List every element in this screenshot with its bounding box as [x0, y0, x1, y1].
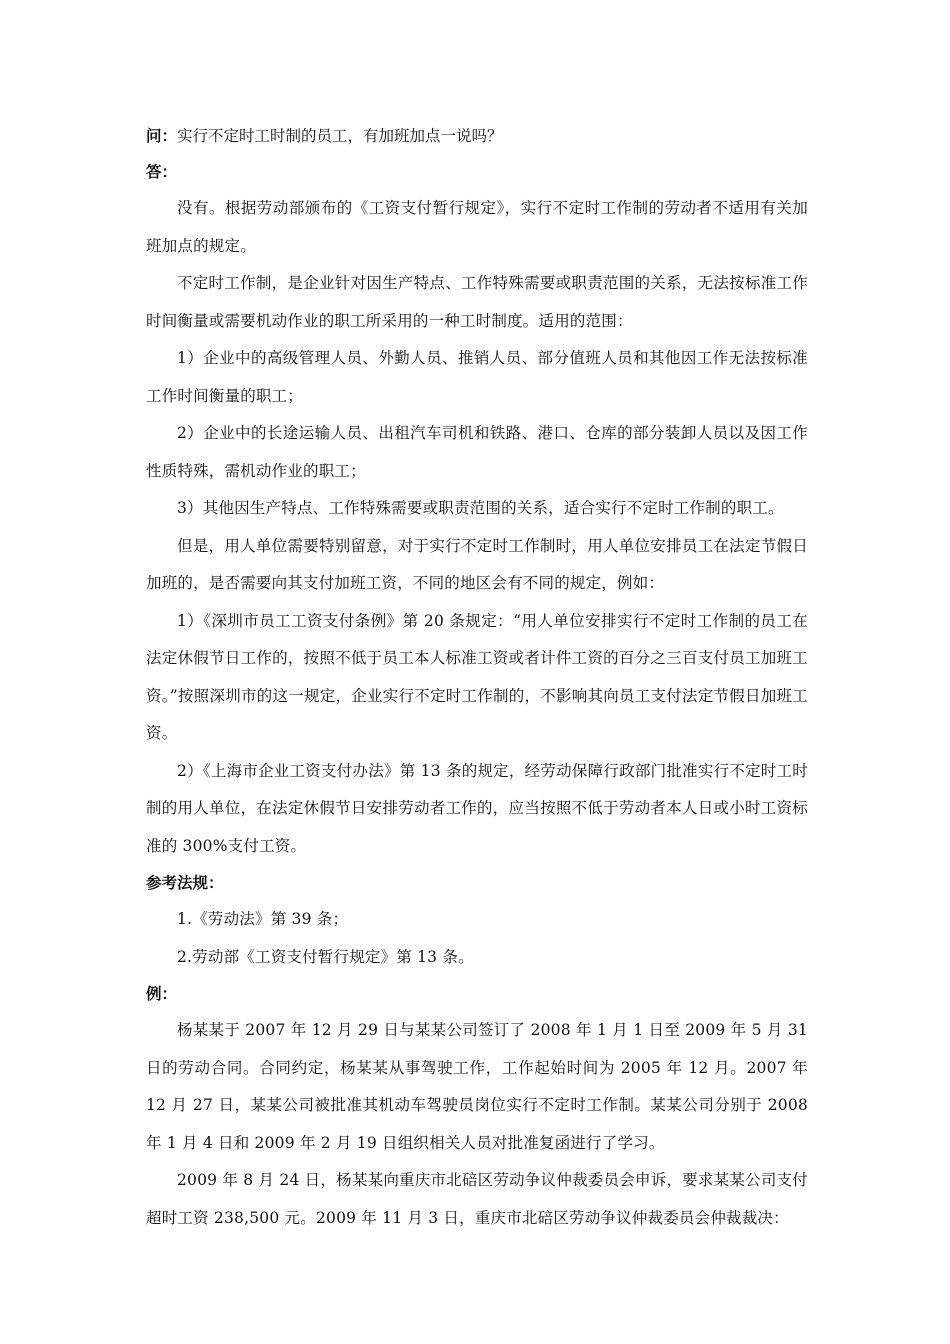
answer-paragraph: 3）其他因生产特点、工作特殊需要或职责范围的关系，适合实行不定时工作制的职工。 [177, 499, 784, 517]
question-line [146, 118, 808, 154]
document-body [146, 118, 808, 1237]
answer-paragraph: 不定时工作制，是企业针对因生产特点、工作特殊需要或职责范围的关系，无法按标准工作时间衡量或需要机动作业的职工所采用的一种工时制度。适用的范围： [146, 274, 808, 330]
example-heading: 例： [146, 984, 178, 1003]
example-paragraph: 2009 年 8 月 24 日，杨某某向重庆市北碚区劳动争议仲裁委员会申诉，要求某某公司支付超时工资 238,500 元。2009 年 11 月 3 日，重庆市北碚区劳动争议仲裁委员会仲裁裁决： [146, 1171, 808, 1227]
answer-paragraph: 1）《深圳市员工工资支付条例》第 20 条规定：“用人单位安排实行不定时工作制的员工在法定休假节日工作的，按照不低于员工本人标准工资或者计件工资的百分之三百支付员工加班工资。”按照深圳市的这一规定，企业实行不定时工作制的，不影响其向员工支付法定节假日加班工资。 [146, 611, 808, 742]
question-text: 实行不定时工时制的员工，有加班加点一说吗？ [177, 127, 503, 145]
answer-paragraph: 1）企业中的高级管理人员、外勤人员、推销人员、部分值班人员和其他因工作无法按标准工作时间衡量的职工； [146, 349, 808, 405]
answer-paragraph: 但是，用人单位需要特别留意，对于实行不定时工作制时，用人单位安排员工在法定节假日加班的，是否需要向其支付加班工资，不同的地区会有不同的规定，例如： [146, 536, 808, 592]
answer-paragraph: 2）企业中的长途运输人员、出租汽车司机和铁路、港口、仓库的部分装卸人员以及因工作性质特殊，需机动作业的职工； [146, 424, 808, 480]
answer-paragraph: 没有。根据劳动部颁布的《工资支付暂行规定》，实行不定时工作制的劳动者不适用有关加班加点的规定。 [146, 199, 808, 255]
answer-heading: 答： [146, 162, 178, 181]
answer-paragraph: 2）《上海市企业工资支付办法》第 13 条的规定，经劳动保障行政部门批准实行不定时工时制的用人单位，在法定休假节日安排劳动者工作的，应当按照不低于劳动者本人日或小时工资标准的 300%支付工资。 [146, 761, 808, 855]
example-paragraph: 杨某某于 2007 年 12 月 29 日与某某公司签订了 2008 年 1 月 1 日至 2009 年 5 月 31 日的劳动合同。合同约定，杨某某从事驾驶工作，工作起始时间为 2005 年 12 月。2007 年 12 月 27 日，某某公司被批准其机动车驾驶员岗位实行不定时工作制。某某公司分别于 2008 年 1 月 4 日和 2009 年 2 月 19 日组织相关人员对批准复函进行了学习。 [146, 1021, 808, 1152]
reference-heading: 参考法规： [146, 873, 224, 892]
reference-item: 2.劳动部《工资支付暂行规定》第 13 条。 [177, 947, 474, 966]
reference-item: 1.《劳动法》第 39 条； [177, 910, 349, 928]
question-label: 问： [146, 126, 178, 145]
